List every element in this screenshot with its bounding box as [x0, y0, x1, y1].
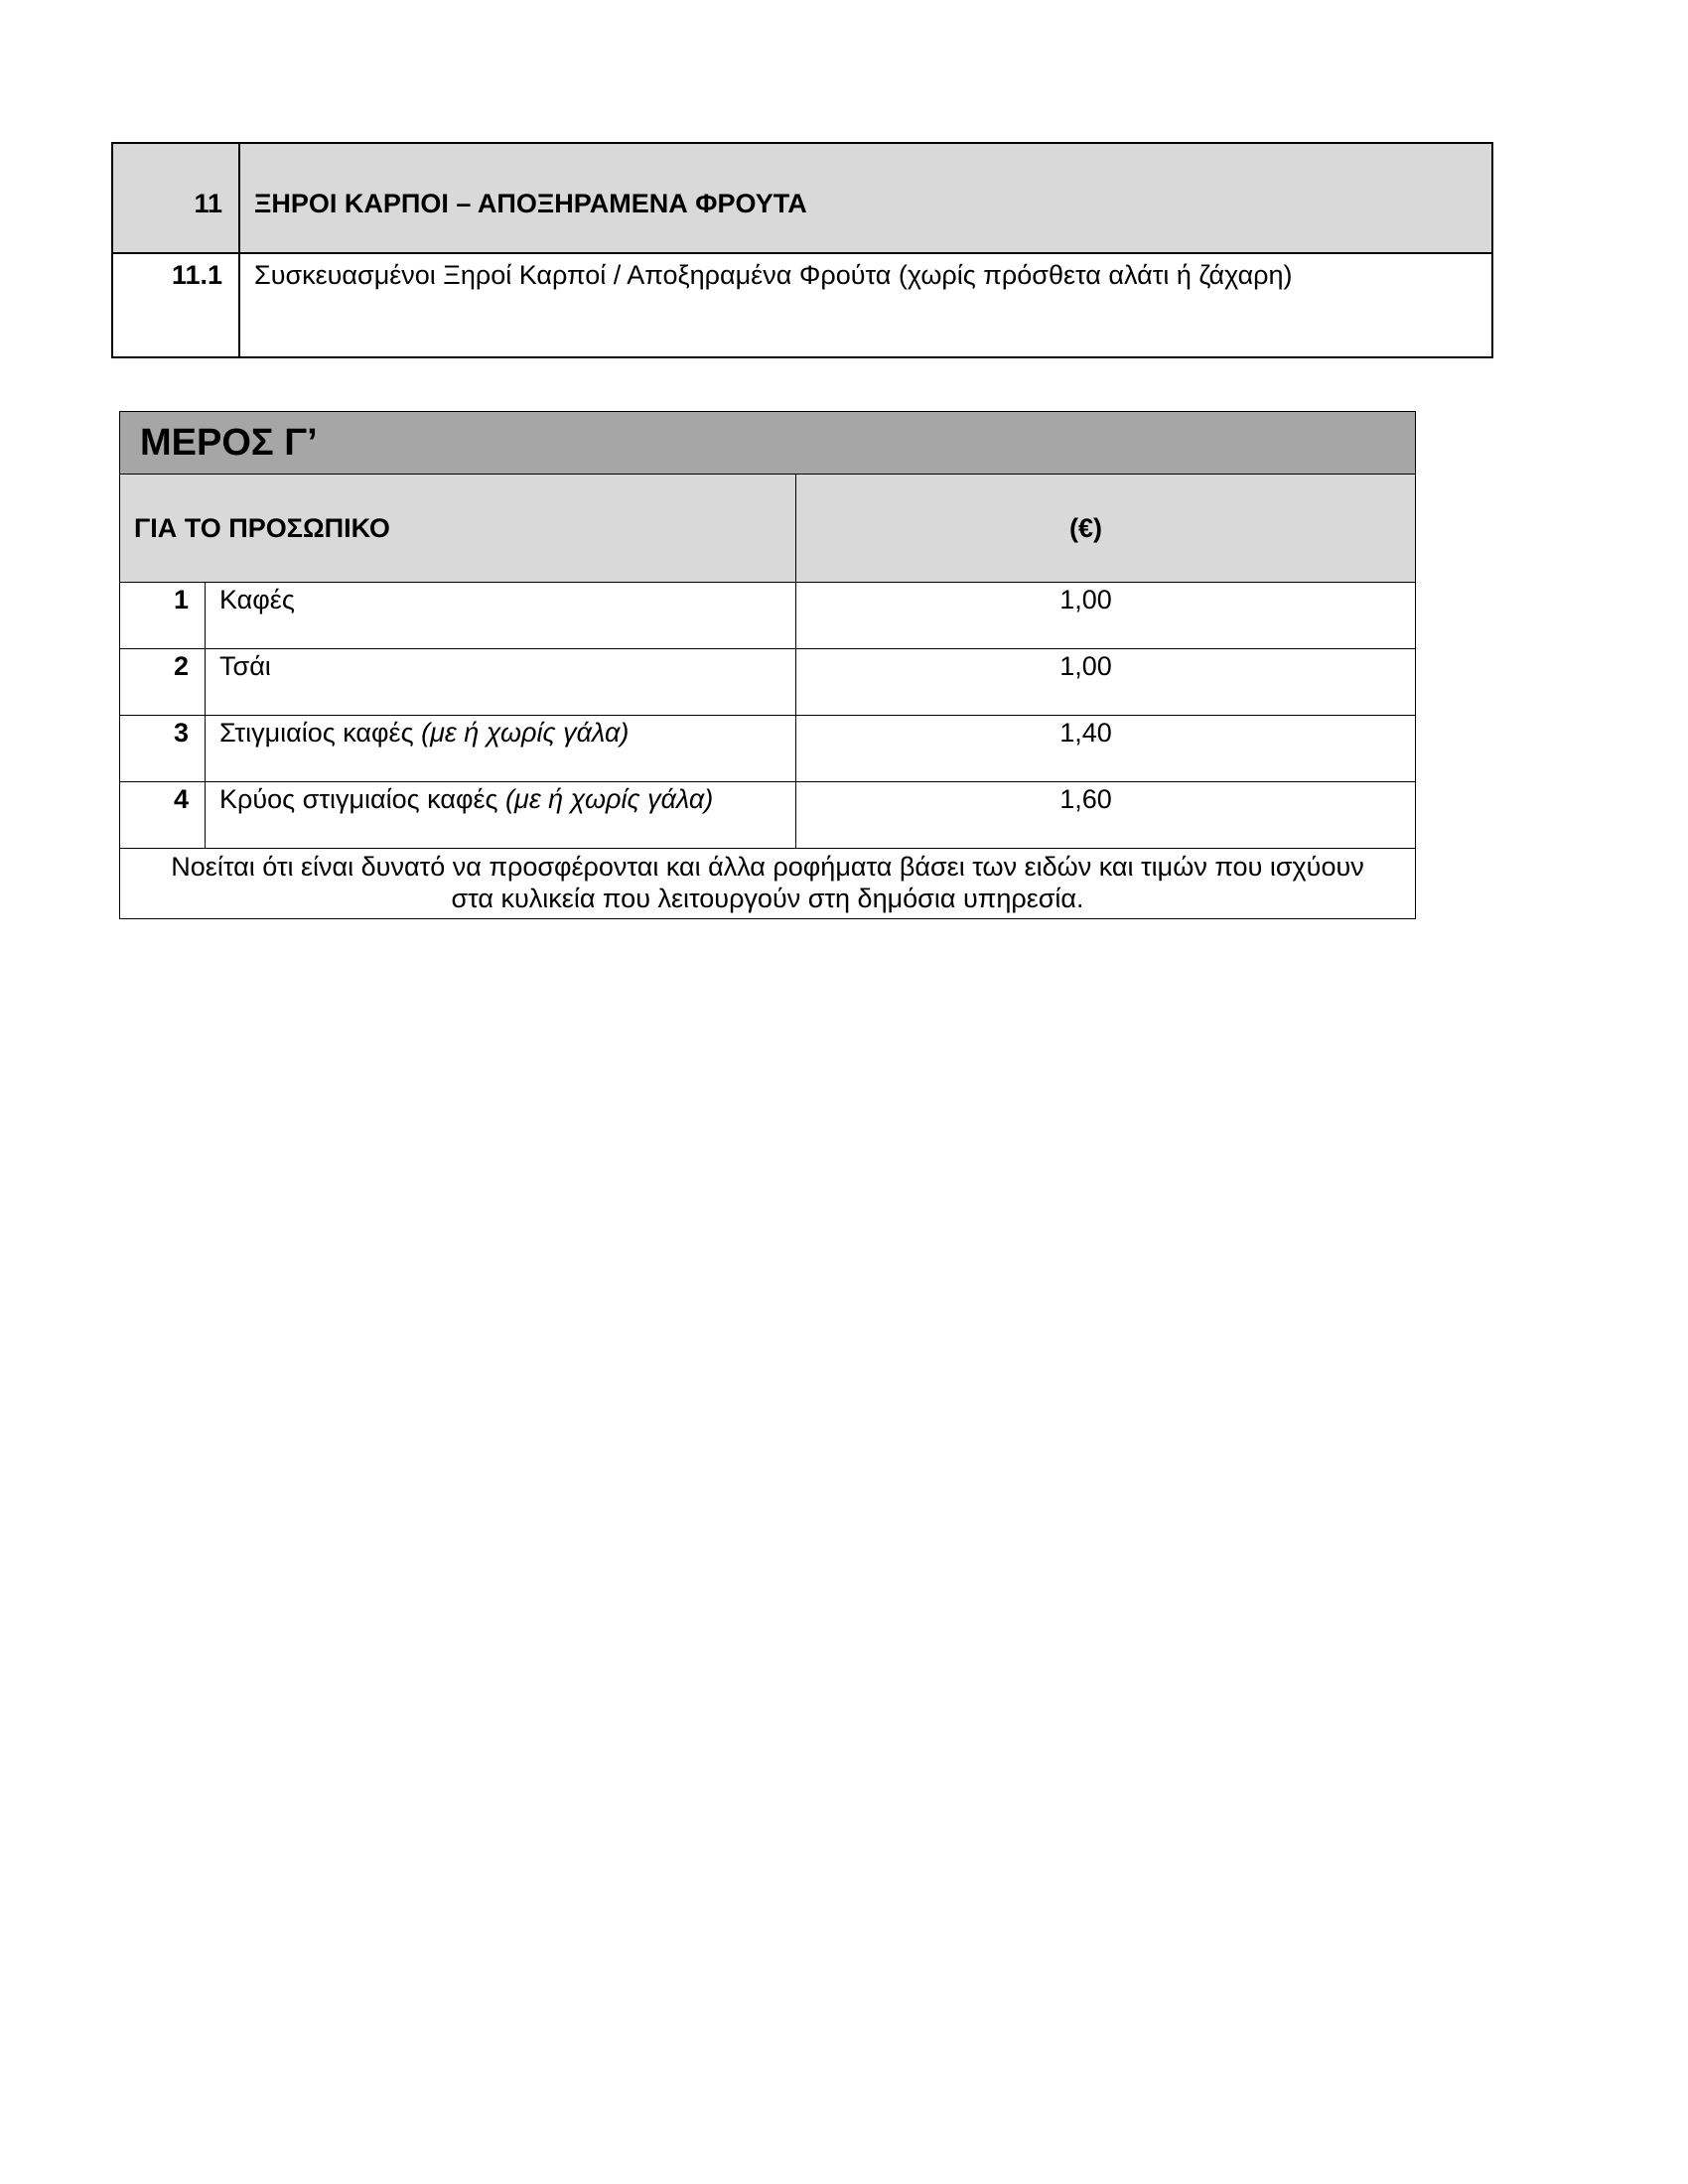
- section-header-row: [120, 412, 1416, 475]
- item-price: 1,40: [796, 716, 1416, 782]
- item-description: [206, 649, 796, 716]
- footnote-row: [120, 849, 1416, 919]
- item-description: [206, 782, 796, 849]
- column-header-row: [120, 475, 1416, 583]
- table-row: [120, 649, 1416, 716]
- category-header-row: [112, 143, 1492, 253]
- section-title: ΜΕΡΟΣ Γ’: [120, 412, 1416, 475]
- dried-fruits-table: [111, 142, 1493, 358]
- item-description: [206, 583, 796, 649]
- staff-beverages-table: [119, 411, 1416, 919]
- item-name: Τσάι: [219, 651, 271, 681]
- item-number: 3: [120, 716, 206, 782]
- table-row: [120, 782, 1416, 849]
- item-note: (με ή χωρίς γάλα): [421, 718, 630, 748]
- item-price: 1,00: [796, 649, 1416, 716]
- item-price: 1,60: [796, 782, 1416, 849]
- item-name: Στιγμιαίος καφές: [219, 718, 422, 748]
- item-number: 11.1: [112, 253, 239, 357]
- item-number: 1: [120, 583, 206, 649]
- table-row: [120, 716, 1416, 782]
- item-description: Συσκευασμένοι Ξηροί Καρποί / Αποξηραμένα Φρούτα (χωρίς πρόσθετα αλάτι ή ζάχαρη): [239, 253, 1492, 357]
- currency-column-header: (€): [796, 475, 1416, 583]
- item-price: 1,00: [796, 583, 1416, 649]
- table-row: [112, 253, 1492, 357]
- footnote: [120, 849, 1416, 919]
- item-name: Κρύος στιγμιαίος καφές: [219, 784, 506, 814]
- item-number: 2: [120, 649, 206, 716]
- category-title: ΞΗΡΟΙ ΚΑΡΠΟΙ – ΑΠΟΞΗΡΑΜΕΝΑ ΦΡΟΥΤΑ: [239, 143, 1492, 253]
- item-note: (με ή χωρίς γάλα): [505, 784, 714, 814]
- category-number: 11: [112, 143, 239, 253]
- table-row: [120, 583, 1416, 649]
- item-description: [206, 716, 796, 782]
- footnote-line-2: στα κυλικεία που λειτουργούν στη δημόσια υπηρεσία.: [451, 884, 1084, 913]
- item-name: Καφές: [219, 585, 295, 614]
- footnote-line-1: Νοείται ότι είναι δυνατό να προσφέρονται και άλλα ροφήματα βάσει των ειδών και τιμών που ισχύουν: [171, 852, 1364, 882]
- personnel-column-header: ΓΙΑ ΤΟ ΠΡΟΣΩΠΙΚΟ: [120, 475, 796, 583]
- item-number: 4: [120, 782, 206, 849]
